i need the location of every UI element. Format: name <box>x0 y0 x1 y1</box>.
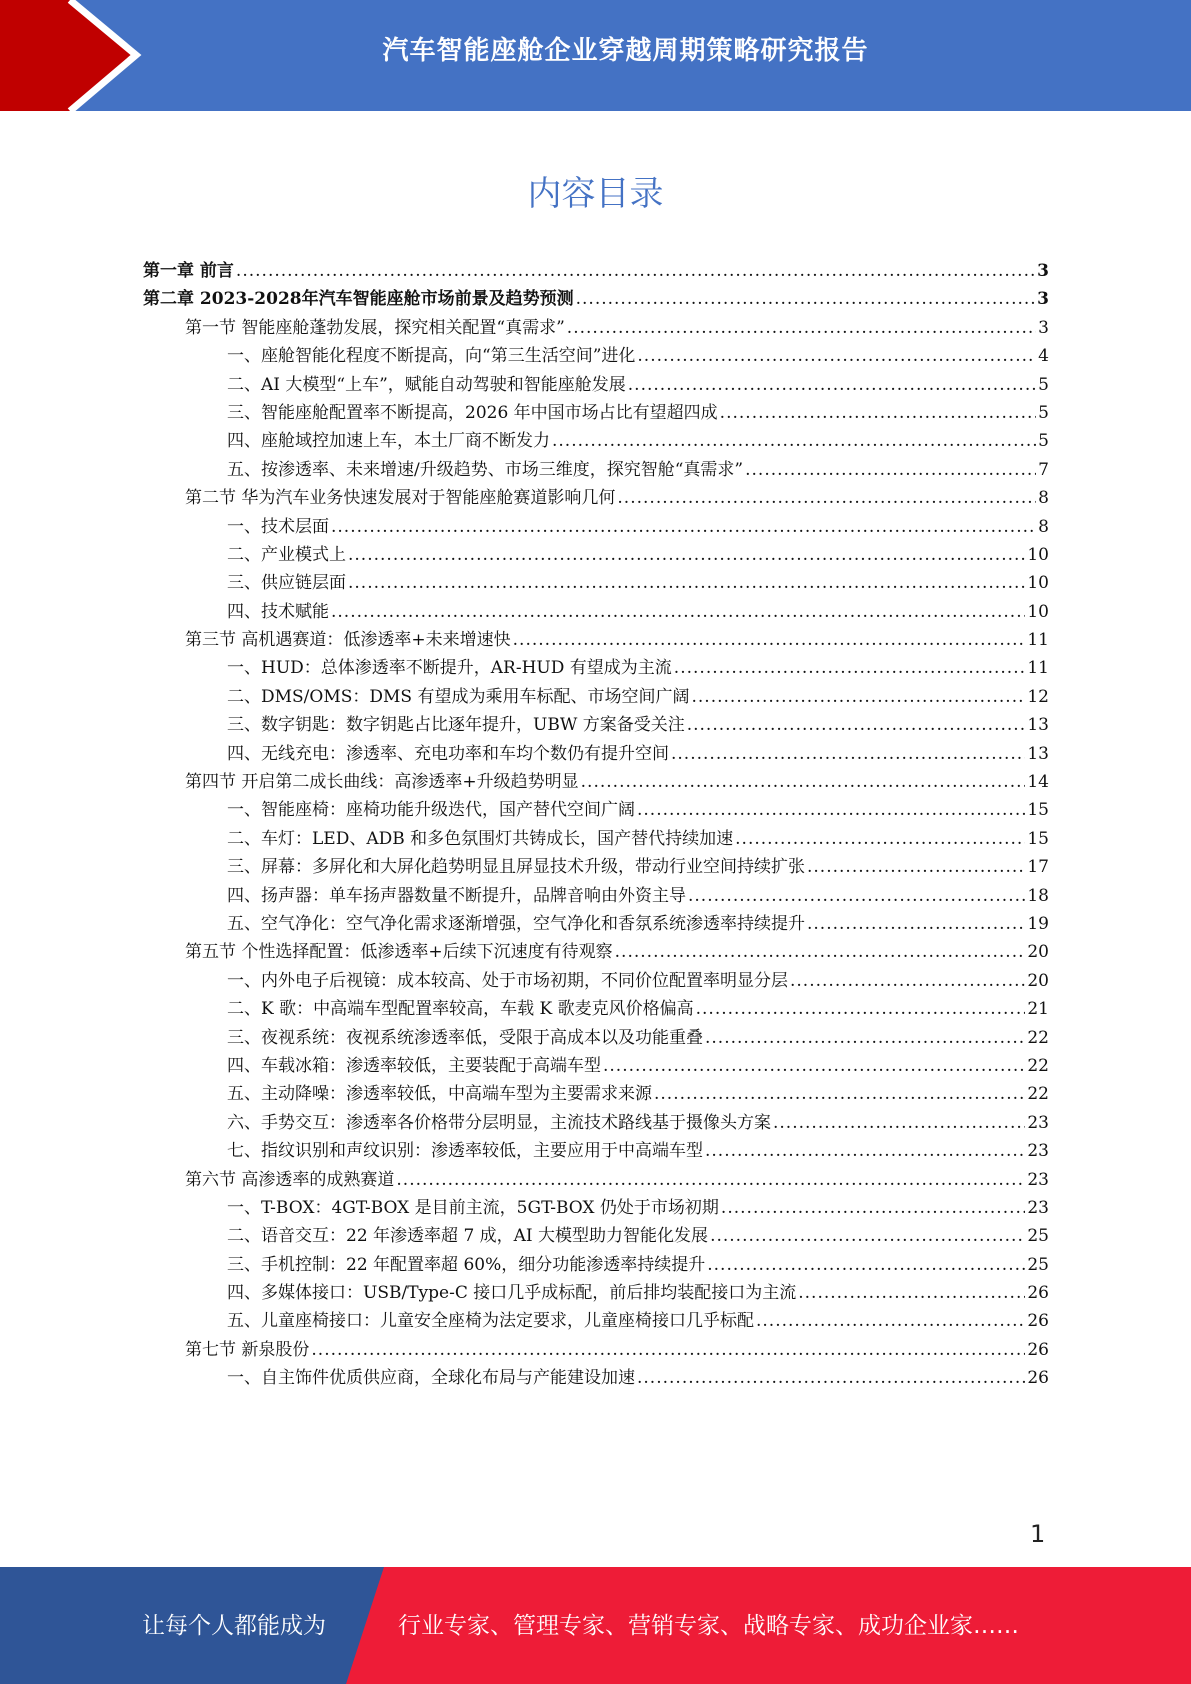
dot-leader <box>807 857 1025 877</box>
toc-entry[interactable] <box>143 1193 1049 1221</box>
toc-entry-page: 22 <box>1027 1055 1049 1076</box>
toc-entry-text: 一、座舱智能化程度不断提高，向“第三生活空间”进化 <box>227 346 636 367</box>
toc-entry[interactable] <box>143 824 1049 852</box>
toc-entry-page: 4 <box>1038 346 1049 367</box>
toc-entry-page: 18 <box>1027 885 1049 906</box>
dot-leader <box>637 346 1036 366</box>
toc-entry-text: 一、T-BOX：4GT-BOX 是目前主流，5GT-BOX 仍处于市场初期 <box>227 1197 719 1218</box>
toc-entry-page: 25 <box>1027 1254 1049 1275</box>
toc-entry[interactable] <box>143 426 1049 454</box>
page-number: 1 <box>1030 1520 1046 1548</box>
toc-entry-text: 四、扬声器：单车扬声器数量不断提升，品牌音响由外资主导 <box>227 885 686 906</box>
dot-leader <box>581 772 1026 792</box>
toc-entry[interactable] <box>143 795 1049 823</box>
toc-entry[interactable] <box>143 398 1049 426</box>
toc-entry-page: 15 <box>1027 800 1049 821</box>
toc-entry-page: 14 <box>1027 772 1049 793</box>
toc-entry-page: 5 <box>1038 431 1049 452</box>
header-banner <box>0 0 1191 111</box>
dot-leader <box>696 999 1026 1019</box>
toc-entry[interactable] <box>143 341 1049 369</box>
toc-entry-page: 26 <box>1027 1368 1049 1389</box>
toc-entry[interactable] <box>143 568 1049 596</box>
toc-entry[interactable] <box>143 540 1049 568</box>
toc-entry-page: 20 <box>1027 970 1049 991</box>
toc-entry-page: 26 <box>1027 1339 1049 1360</box>
toc-entry-page: 7 <box>1038 459 1049 480</box>
toc-entry[interactable] <box>143 937 1049 965</box>
toc-entry-page: 23 <box>1027 1112 1049 1133</box>
toc-entry-page: 11 <box>1027 630 1049 651</box>
dot-leader <box>707 1255 1025 1275</box>
dot-leader <box>692 687 1026 707</box>
toc-entry-text: 二、语音交互：22 年渗透率超 7 成，AI 大模型助力智能化发展 <box>227 1226 709 1247</box>
toc-entry-text: 三、夜视系统：夜视系统渗透率低，受限于高成本以及功能重叠 <box>227 1027 703 1048</box>
toc-entry-text: 一、智能座椅：座椅功能升级迭代，国产替代空间广阔 <box>227 800 635 821</box>
dot-leader <box>617 488 1036 508</box>
toc-entry-text: 四、车载冰箱：渗透率较低，主要装配于高端车型 <box>227 1055 601 1076</box>
toc-entry-text: 第三节 高机遇赛道：低渗透率+未来增速快 <box>185 630 511 651</box>
toc-entry-text: 三、屏幕：多屏化和大屏化趋势明显且屏显技术升级，带动行业空间持续扩张 <box>227 857 805 878</box>
toc-entry[interactable] <box>143 1335 1049 1363</box>
dot-leader <box>674 658 1026 678</box>
toc-entry-text: 三、智能座舱配置率不断提高，2026 年中国市场占比有望超四成 <box>227 402 718 423</box>
dot-leader <box>576 289 1036 309</box>
toc-entry-page: 3 <box>1038 317 1049 338</box>
toc-entry[interactable] <box>143 1363 1049 1391</box>
toc-entry-page: 3 <box>1037 289 1049 310</box>
toc-entry[interactable] <box>143 597 1049 625</box>
toc-entry[interactable] <box>143 994 1049 1022</box>
toc-entry[interactable] <box>143 483 1049 511</box>
dot-leader <box>710 1226 1025 1246</box>
dot-leader <box>513 630 1026 650</box>
dot-leader <box>688 886 1025 906</box>
toc-entry-text: 二、AI 大模型“上车”，赋能自动驾驶和智能座舱发展 <box>227 374 626 395</box>
dot-leader <box>396 1170 1025 1190</box>
dot-leader <box>756 1311 1025 1331</box>
toc-entry[interactable] <box>143 1051 1049 1079</box>
toc-entry-page: 5 <box>1038 402 1049 423</box>
toc-entry-page: 23 <box>1027 1197 1049 1218</box>
dot-leader <box>671 744 1025 764</box>
toc-entry-page: 20 <box>1027 942 1049 963</box>
toc-entry[interactable] <box>143 739 1049 767</box>
dot-leader <box>603 1056 1025 1076</box>
toc-entry-text: 一、自主饰件优质供应商，全球化布局与产能建设加速 <box>227 1368 635 1389</box>
toc-entry-text: 五、按渗透率、未来增速/升级趋势、市场三维度，探究智舱“真需求” <box>227 459 744 480</box>
toc-entry-text: 四、无线充电：渗透率、充电功率和车均个数仍有提升空间 <box>227 743 669 764</box>
footer-slogan-left: 让每个人都能成为 <box>142 1613 326 1639</box>
toc-entry[interactable] <box>143 284 1049 312</box>
toc-entry[interactable] <box>143 256 1049 284</box>
toc-heading: 内容目录 <box>527 174 664 214</box>
toc-entry-text: 二、车灯：LED、ADB 和多色氛围灯共铸成长，国产替代持续加速 <box>227 828 734 849</box>
toc-entry[interactable] <box>143 1023 1049 1051</box>
table-of-contents <box>143 256 1049 1392</box>
toc-entry-text: 一、内外电子后视镜：成本较高、处于市场初期，不同价位配置率明显分层 <box>227 970 788 991</box>
toc-entry[interactable] <box>143 1306 1049 1334</box>
dot-leader <box>567 318 1036 338</box>
toc-entry-text: 第七节 新泉股份 <box>185 1339 310 1360</box>
toc-entry-text: 第二章 2023-2028年汽车智能座舱市场前景及趋势预测 <box>143 289 574 310</box>
dot-leader <box>654 1084 1025 1104</box>
dot-leader <box>311 1340 1025 1360</box>
footer-slogan-right: 行业专家、管理专家、营销专家、战略专家、成功企业家…… <box>398 1613 1019 1639</box>
toc-entry-page: 26 <box>1027 1283 1049 1304</box>
dot-leader <box>348 573 1025 593</box>
toc-entry-page: 12 <box>1027 686 1049 707</box>
toc-entry-text: 四、座舱域控加速上车，本土厂商不断发力 <box>227 431 550 452</box>
toc-entry-page: 8 <box>1038 516 1049 537</box>
toc-entry-page: 10 <box>1027 601 1049 622</box>
toc-entry[interactable] <box>143 682 1049 710</box>
toc-entry-text: 第五节 个性选择配置：低渗透率+后续下沉速度有待观察 <box>185 942 613 963</box>
toc-entry[interactable] <box>143 1278 1049 1306</box>
dot-leader <box>628 375 1036 395</box>
toc-entry[interactable] <box>143 966 1049 994</box>
dot-leader <box>705 1028 1025 1048</box>
toc-entry-page: 15 <box>1027 828 1049 849</box>
toc-entry-text: 七、指纹识别和声纹识别：渗透率较低，主要应用于中高端车型 <box>227 1141 703 1162</box>
toc-entry[interactable] <box>143 710 1049 738</box>
toc-entry[interactable] <box>143 1250 1049 1278</box>
dot-leader <box>331 517 1036 537</box>
toc-entry[interactable] <box>143 1136 1049 1164</box>
toc-entry-text: 五、空气净化：空气净化需求逐渐增强，空气净化和香氛系统渗透率持续提升 <box>227 913 805 934</box>
dot-leader <box>705 1141 1025 1161</box>
toc-entry-page: 23 <box>1027 1141 1049 1162</box>
toc-entry[interactable] <box>143 1165 1049 1193</box>
dot-leader <box>807 914 1025 934</box>
dot-leader <box>637 800 1025 820</box>
dot-leader <box>798 1283 1025 1303</box>
toc-entry-text: 二、DMS/OMS：DMS 有望成为乘用车标配、市场空间广阔 <box>227 686 690 707</box>
toc-entry-page: 22 <box>1027 1027 1049 1048</box>
toc-entry-text: 一、HUD：总体渗透率不断提升，AR-HUD 有望成为主流 <box>227 658 672 679</box>
toc-entry-text: 二、K 歌：中高端车型配置率较高，车载 K 歌麦克风价格偏高 <box>227 999 694 1020</box>
toc-entry[interactable] <box>143 767 1049 795</box>
toc-entry[interactable] <box>143 512 1049 540</box>
toc-entry[interactable] <box>143 1108 1049 1136</box>
dot-leader <box>773 1113 1025 1133</box>
toc-entry-page: 13 <box>1027 743 1049 764</box>
dot-leader <box>721 1198 1025 1218</box>
toc-entry-text: 三、手机控制：22 年配置率超 60%，细分功能渗透率持续提升 <box>227 1254 706 1275</box>
dot-leader <box>720 403 1037 423</box>
toc-entry[interactable] <box>143 370 1049 398</box>
toc-entry-page: 25 <box>1027 1226 1049 1247</box>
toc-entry[interactable] <box>143 852 1049 880</box>
toc-entry[interactable] <box>143 909 1049 937</box>
toc-entry-page: 11 <box>1027 658 1049 679</box>
toc-entry-page: 10 <box>1027 544 1049 565</box>
dot-leader <box>552 431 1036 451</box>
toc-entry-page: 21 <box>1027 999 1049 1020</box>
toc-entry-text: 第一节 智能座舱蓬勃发展，探究相关配置“真需求” <box>185 317 565 338</box>
report-title: 汽车智能座舱企业穿越周期策略研究报告 <box>382 36 869 66</box>
dot-leader <box>236 261 1035 281</box>
toc-entry-page: 8 <box>1038 488 1049 509</box>
toc-entry-text: 五、儿童座椅接口：儿童安全座椅为法定要求，儿童座椅接口几乎标配 <box>227 1311 754 1332</box>
toc-entry-text: 第一章 前言 <box>143 261 234 281</box>
toc-entry[interactable] <box>143 455 1049 483</box>
toc-entry-text: 四、技术赋能 <box>227 601 329 622</box>
toc-entry-text: 五、主动降噪：渗透率较低，中高端车型为主要需求来源 <box>227 1084 652 1105</box>
toc-entry-page: 10 <box>1027 573 1049 594</box>
toc-entry-text: 第六节 高渗透率的成熟赛道 <box>185 1169 395 1190</box>
toc-entry-text: 二、产业模式上 <box>227 544 346 565</box>
toc-entry-page: 13 <box>1027 715 1049 736</box>
dot-leader <box>637 1368 1025 1388</box>
toc-entry[interactable] <box>143 1079 1049 1107</box>
toc-entry-page: 26 <box>1027 1311 1049 1332</box>
toc-entry-page: 3 <box>1037 261 1049 281</box>
toc-entry-text: 四、多媒体接口：USB/Type-C 接口几乎成标配，前后排均装配接口为主流 <box>227 1283 797 1304</box>
toc-entry-text: 一、技术层面 <box>227 516 329 537</box>
toc-entry[interactable] <box>143 313 1049 341</box>
toc-entry-page: 5 <box>1038 374 1049 395</box>
dot-leader <box>745 460 1036 480</box>
toc-entry[interactable] <box>143 625 1049 653</box>
toc-entry-text: 第二节 华为汽车业务快速发展对于智能座舱赛道影响几何 <box>185 488 616 509</box>
dot-leader <box>790 971 1025 991</box>
toc-entry-text: 三、供应链层面 <box>227 573 346 594</box>
toc-entry-page: 23 <box>1027 1169 1049 1190</box>
toc-entry-text: 第四节 开启第二成长曲线：高渗透率+升级趋势明显 <box>185 772 579 793</box>
toc-entry[interactable] <box>143 881 1049 909</box>
dot-leader <box>615 942 1026 962</box>
dot-leader <box>331 602 1025 622</box>
toc-entry[interactable] <box>143 653 1049 681</box>
toc-entry[interactable] <box>143 1221 1049 1249</box>
toc-entry-text: 六、手势交互：渗透率各价格带分层明显，主流技术路线基于摄像头方案 <box>227 1112 771 1133</box>
dot-leader <box>687 715 1026 735</box>
toc-entry-text: 三、数字钥匙：数字钥匙占比逐年提升，UBW 方案备受关注 <box>227 715 685 736</box>
toc-entry-page: 17 <box>1027 857 1049 878</box>
dot-leader <box>735 829 1025 849</box>
dot-leader <box>348 545 1025 565</box>
toc-entry-page: 19 <box>1027 913 1049 934</box>
toc-entry-page: 22 <box>1027 1084 1049 1105</box>
